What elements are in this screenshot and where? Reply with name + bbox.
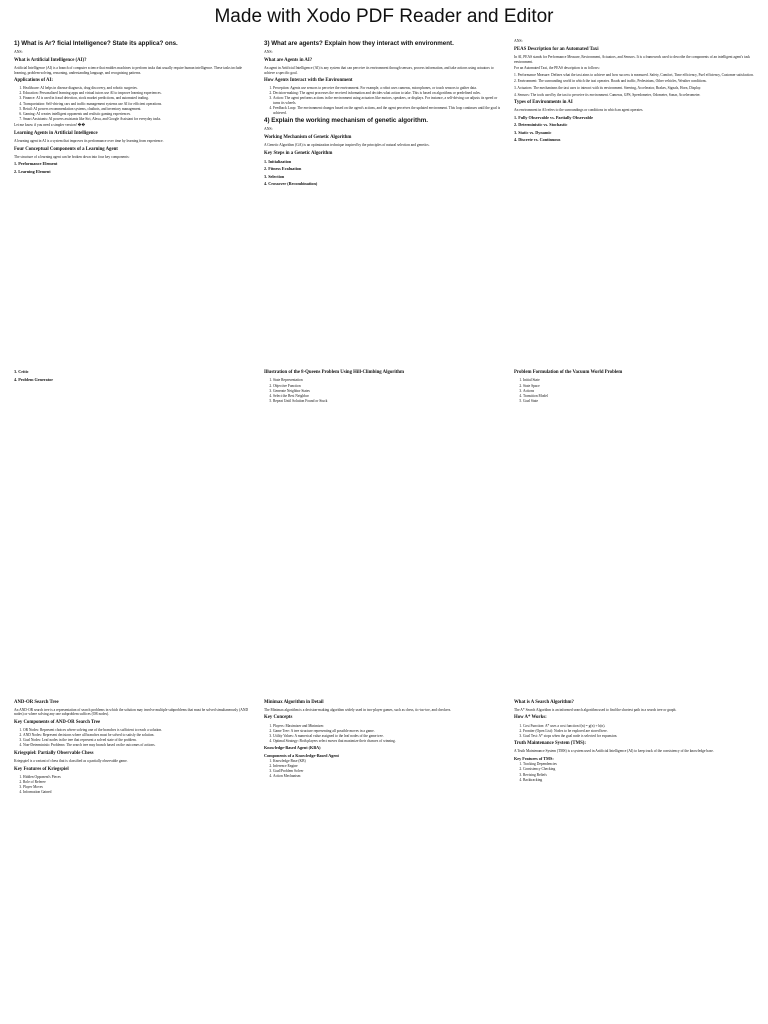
page-6-type-3: 3. Static vs. Dynamic	[514, 129, 552, 135]
page-9-tms-intro: A Truth Maintenance System (TMS) is a system used in Artificial Intelligence (AI) to keep track of the consistency of the knowledge base.	[514, 749, 714, 754]
list-item: 3. Goal/Problem Solver	[273, 769, 504, 774]
list-item: 7. Smart Assistants: AI powers assistants like Siri, Alexa, and Google Assistant for everyday tasks.	[23, 117, 254, 122]
page-8-kba-list	[264, 759, 504, 779]
page-5-step-4: 4. Crossover (Recombination)	[264, 181, 318, 187]
page-1-question: 1) What is Ar? ficial Intelligence? State its applica? ons.	[14, 40, 178, 47]
page-9-tms-list	[514, 762, 754, 782]
page-6-type-4: 4. Discrete vs. Continuous	[514, 136, 561, 142]
list-item: 4. Information Gained	[23, 790, 254, 795]
list-item: 4. Select the Best Neighbor	[273, 394, 504, 399]
list-item: 1. Healthcare: AI helps in disease diagnosis, drug discovery, and robotic surgeries.	[23, 86, 254, 91]
page-7-intro: An AND-OR search tree is a representation of search problems in which the solution may involve multiple subproblems that must be solved simultaneously (AND nodes) or where solving any one subproblem suffices (OR nodes).	[14, 707, 249, 717]
page-9-vac-list	[514, 378, 754, 403]
list-item: 6. Gaming: AI creates intelligent opponents and realistic gaming experiences.	[23, 112, 254, 117]
page-9-how-title: How A* Works:	[514, 715, 547, 721]
page-3[interactable]	[514, 38, 754, 361]
list-item: 2. Inference Engine	[273, 764, 504, 769]
list-item: 3. Goal Test: A* stops when the goal node is selected for expansion.	[523, 734, 754, 739]
page-1-ans: ANS:	[14, 49, 23, 54]
page-1-apps-title: Applications of AI:	[14, 78, 53, 84]
page-3-ans: ANS:	[514, 39, 523, 43]
page-4-comp-title: Four Conceptual Components of a Learning Agent	[14, 146, 118, 152]
list-item: 1. Players: Maximizer and Minimizer.	[273, 724, 504, 729]
page-5-step-1: 1. Initialization	[264, 158, 292, 164]
page-1[interactable]	[14, 38, 254, 361]
list-item: 1. Initial State	[523, 378, 754, 383]
list-item: 1. Cost Function: A* uses a cost function f(n) = g(n) + h(n).	[523, 724, 754, 729]
page-5-ans: ANS:	[264, 127, 273, 132]
page-4-heading: Learning Agents in Artificial Intelligence	[14, 130, 98, 136]
list-item: 1. Perception: Agents use sensors to perceive the environment. For example, a robot uses cameras, microphones, or touch sensors to gather data.	[273, 86, 504, 91]
list-item: 3. Finance: AI is used in fraud detection, stock market predictions, and automated trading.	[23, 96, 254, 101]
list-item: 2. Consistency Checking	[523, 767, 754, 772]
page-5-intro: A Genetic Algorithm (GA) is an optimization technique inspired by the principles of natural selection and genetics.	[264, 143, 430, 148]
page-2-steps	[264, 86, 504, 115]
page-8-heading: Minimax Algorithm in Detail	[264, 699, 324, 705]
page-8-concepts-list	[264, 724, 504, 744]
page-5-heading: Working Mechanism of Genetic Algorithm	[264, 135, 352, 141]
page-5-step-3: 3. Selection	[264, 173, 285, 179]
list-item: 2. Role of Referee	[23, 780, 254, 785]
page-3-sub: For an Automated Taxi, the PEAS description is as follows:	[514, 66, 600, 71]
page-7-comp-title: Key Components of AND-OR Search Tree	[14, 719, 101, 725]
page-6[interactable]	[514, 367, 754, 690]
page-9-heading: What is A Search Algorithm?	[514, 699, 574, 705]
list-item: 3. Action: The agent performs actions in the environment using actuators like motors, speakers, or displays. For instance, a self-driving car adjusts its speed or turns its wheels.	[273, 96, 504, 105]
page-9-intro: The A* Search Algorithm is an informed search algorithm used to find the shortest path in a search tree or graph.	[514, 707, 677, 712]
page-4-comp-intro: The structure of a learning agent can be broken down into four key components:	[14, 154, 130, 159]
page-4-comp-3: 3. Critic	[14, 369, 29, 375]
list-item: 4. Optimal Strategy: Both players select moves that maximize their chances of winning.	[273, 739, 504, 744]
page-6-intro: An environment in AI refers to the surroundings or conditions in which an agent operates.	[514, 108, 644, 113]
page-4-comp-2: 2. Learning Element	[14, 168, 51, 174]
page-9-hc-steps	[264, 378, 504, 403]
page-5-step-2: 2. Fitness Evaluation	[264, 166, 302, 172]
page-8-intro: The Minimax algorithm is a decision-making algorithm widely used in two-player games, such as chess, tic-tac-toe, and checkers.	[264, 707, 452, 712]
list-item: 3. Goal Nodes: Leaf nodes in the tree that represent a solved state of the problem.	[23, 738, 254, 743]
list-item: 2. State Space	[523, 384, 754, 389]
page-6-heading: Types of Environments in AI	[514, 100, 573, 106]
list-item: 4. Non-Deterministic Problems: The search tree may branch based on the outcomes of actions.	[23, 743, 254, 748]
page-7-features-title: Key Features of Kriegspiel	[14, 766, 69, 772]
list-item: 4. Transportation: Self-driving cars and traffic management systems use AI for efficient operations.	[23, 102, 254, 107]
page-4-comp-4: 4. Problem Generator	[14, 376, 54, 382]
page-8-kba-sub: Components of a Knowledge-Based Agent	[264, 752, 339, 758]
page-7-heading: AND-OR Search Tree	[14, 699, 59, 705]
page-5[interactable]	[264, 367, 504, 690]
list-item: 3. Player Moves	[23, 785, 254, 790]
page-8-kba-title: Knowledge-Based Agent (KBA)	[264, 745, 321, 751]
list-item: 1. State Representation	[273, 378, 504, 383]
page-thumbnail-grid	[14, 38, 754, 1020]
page-9-how-list	[514, 724, 754, 739]
page-4[interactable]	[14, 367, 254, 690]
list-item: 3. Utility Values: A numerical value assigned to the leaf nodes of the game tree.	[273, 734, 504, 739]
watermark-banner: Made with Xodo PDF Reader and Editor	[214, 6, 554, 27]
page-3-item-1: 1. Performance Measure: Defines what the taxi aims to achieve and how success is measured. Safety, Comfort, Time efficiency, Fuel efficiency, Customer satisfaction.	[514, 72, 754, 77]
list-item: 3. Generate Neighbor States	[273, 389, 504, 394]
page-1-heading: What is Artificial Intelligence (AI)?	[14, 57, 87, 63]
page-2-ans: ANS:	[264, 49, 273, 54]
list-item: 2. AND Nodes: Represent decisions where all branches must be solved to satisfy the solution.	[23, 733, 254, 738]
list-item: 1. Hidden Opponent's Pieces	[23, 775, 254, 780]
page-2-question: 3) What are agents? Explain how they interact with environment.	[264, 40, 454, 47]
page-9-hc-title: Illustration of the 8-Queens Problem Using Hill-Climbing Algorithm	[264, 370, 404, 376]
page-1-intro: Artificial Intelligence (AI) is a branch of computer science that enables machines to perform tasks that usually require human intelligence. These tasks include learning, problem-solving, reasoning, understanding language, and recognizing patterns.	[14, 65, 242, 75]
list-item: 1. OR Nodes: Represent choices where solving one of the branches is sufficient to reach a solution.	[23, 728, 254, 733]
list-item: 2. Frontier (Open List): Nodes to be explored are stored here.	[523, 729, 754, 734]
page-3-item-4: 4. Sensors: The tools used by the taxi to perceive its environment. Cameras, GPS, Speedometer, Odometer, Sonar, Accelerometer.	[514, 92, 701, 97]
list-item: 5. Retail: AI powers recommendation systems, chatbots, and inventory management.	[23, 107, 254, 112]
page-1-closing: Let me know if you need a simpler version! ��	[14, 123, 86, 128]
list-item: 4. Transition Model	[523, 394, 754, 399]
list-item: 3. Actions	[523, 389, 754, 394]
page-5-steps-title: Key Steps in a Genetic Algorithm	[264, 150, 333, 156]
page-9-vac-title: Problem Formulation of the Vacuum World Problem	[514, 370, 623, 376]
page-6-type-2: 2. Deterministic vs. Stochastic	[514, 122, 568, 128]
list-item: 4. Action Mechanism	[273, 774, 504, 779]
page-5-question: 4) Explain the working mechanism of genetic algorithm.	[264, 117, 428, 125]
page-7-krieg-intro: Kriegspiel is a variant of chess that is classified as a partially observable game.	[14, 759, 128, 764]
list-item: 2. Decision-making: The agent processes the received information and decides what action to take. This is based on algorithms or predefined rules.	[273, 91, 504, 96]
page-2-intro: An agent in Artificial Intelligence (AI) is any system that can perceive its environment through sensors, process information, and take actions using actuators to achieve a specific goal.	[264, 65, 494, 75]
page-7-comp-list	[14, 728, 254, 748]
page-7-features-list	[14, 775, 254, 795]
page-1-apps-list	[14, 86, 254, 121]
page-4-intro: A learning agent in AI is a system that improves its performance over time by learning from experience.	[14, 139, 164, 144]
page-9-tms-title: Truth Maintenance System (TMS):	[514, 741, 586, 747]
page-8[interactable]	[264, 697, 504, 1020]
page-7[interactable]	[14, 697, 254, 1020]
page-2-heading: What are Agents in AI?	[264, 57, 313, 63]
list-item: 1. Tracking Dependencies	[523, 762, 754, 767]
list-item: 3. Revising Beliefs	[523, 773, 754, 778]
list-item: 5. Goal State	[523, 399, 754, 404]
list-item: 2. Objective Function	[273, 384, 504, 389]
list-item: 4. Feedback Loop: The environment changes based on the agent's actions, and the agent perceives the updated environment. This loop continues until the goal is achieved.	[273, 106, 504, 115]
page-3-heading: PEAS Description for an Automated Taxi	[514, 46, 599, 52]
list-item: 2. Game Tree: A tree structure representing all possible moves in a game.	[273, 729, 504, 734]
page-2[interactable]	[264, 38, 504, 361]
page-3-item-2: 2. Environment: The surrounding world in which the taxi operates. Roads and traffic, Pedestrians, Other vehicles, Weather conditions.	[514, 79, 707, 84]
page-7-krieg-title: Kriegspiel: Partially Observable Chess	[14, 750, 94, 756]
list-item: 4. Backtracking	[523, 778, 754, 783]
page-9-tms-features: Key Features of TMS:	[514, 756, 554, 761]
page-3-item-3: 3. Actuators: The mechanisms the taxi uses to interact with its environment. Steering, Accelerator, Brakes, Signals, Horn, Display.	[514, 85, 702, 90]
page-9[interactable]	[514, 697, 754, 1020]
list-item: 2. Education: Personalized learning apps and virtual tutors use AI to improve learning experiences.	[23, 91, 254, 96]
page-2-how-title: How Agents Interact with the Environment	[264, 78, 353, 84]
page-4-comp-1: 1. Performance Element	[14, 161, 58, 167]
page-6-type-1: 1. Fully Observable vs. Partially Observable	[514, 114, 593, 120]
page-3-intro: In AI, PEAS stands for Performance Measure, Environment, Actuators, and Sensors. It is a framework used to describe the components of an intelligent agent's task environment.	[514, 54, 750, 64]
list-item: 1. Knowledge Base (KB)	[273, 759, 504, 764]
page-8-concepts-title: Key Concepts	[264, 715, 293, 721]
list-item: 5. Repeat Until Solution Found or Stuck	[273, 399, 504, 404]
